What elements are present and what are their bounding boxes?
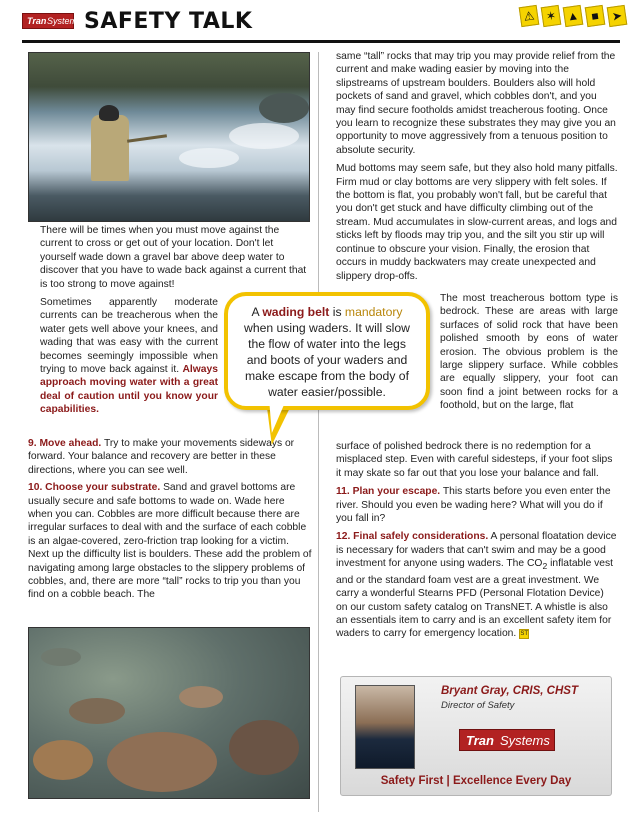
item-12-heading: 12. Final safely considerations. [336,531,489,543]
item-12-text-a: A personal floatation device is necessary for waders that can't swim and may be a good investment for anyone using waders. The CO [336,531,617,570]
item-12-text-b: inflatable vest and or the standard foam vest are a great investment. We carry a wonderful Stearns PFD (Personal Flotation Device) on our custom safety catalog on TransNET. A whistle is also an essentials item to carry and is an excellent safety item for waders to carry for emergency location. [336,558,614,640]
signature-logo-systems: Systems [500,733,550,748]
column-divider [318,52,319,812]
boulder-shape [259,93,309,123]
fall-icon: ▲ [563,5,584,27]
whitewater-shape [179,148,239,168]
item-12 [336,530,618,640]
signature-box [340,676,612,796]
whitewater-shape [229,123,299,149]
callout-rest: when using waders. It will slow the flow of water into the legs and boots of your waders and make escape from the body of water easier/possible. [244,321,410,399]
fisherman-arm [127,134,167,143]
item-9-text: Try to make your movements sideways or forward. Your balance and recovery are better in these directions, where you can see well. [28,438,295,476]
caution-emphasis: Always approach moving water with a great deal of caution until you know your capabilities. [40,364,218,416]
page-title: SAFETY TALK [84,9,253,34]
current-paragraph [40,296,218,417]
logo-text-tran: Tran [27,16,47,26]
right-column-lower [336,440,618,646]
callout-keyword: wading belt [262,305,330,319]
item-11-text: This starts before you even enter the river. Should you even be wading here? What will you do if you fall in? [336,486,611,525]
mud-paragraph: Mud bottoms may seem safe, but they also hold many pitfalls. Firm mud or clay bottoms are very slippery with felt soles. If the bottom is flat, you probably won't fall, but be careful that you don't get stuck and have difficulty climbing out of the stream. Mud accumulates in slow-current areas, and logs and sticks left by floods may trip you, and the silt you stir up will continue to obscure your vision. Finally, the erosion that occurs in muddy backwaters may create unexpected and slippery drop-offs. [336,163,618,282]
bedrock-paragraph-wrapped: The most treacherous bottom type is bedrock. These are areas with large surfaces of solid rock that have been polished smooth by eons of water erosion. The obvious problem is the large slippery surface. While cobbles are equally slippery, your foot can soon find a joint between rocks for a foothold, but on the large, flat [440,293,618,412]
company-slogan: Safety First | Excellence Every Day [380,775,572,787]
fisherman-hat [99,105,119,121]
callout-mandatory: mandatory [344,305,403,319]
item-9-heading: 9. Move ahead. [28,438,102,449]
boulder-shape [33,740,93,780]
right-column [336,50,618,288]
boulder-shape [107,732,217,792]
fisherman-figure [91,115,129,181]
lift-icon: ■ [585,5,606,27]
wading-belt-callout [224,292,430,410]
intro-paragraph: There will be times when you must move against the current to cross or get out of your location. Don't let yourself wade down a gravel bar above deep water to discover that you have to wade back against a current that is too strong to move against! [40,225,307,290]
left-column-items [28,437,312,607]
end-mark-icon: ST [520,630,528,637]
cobble-shape [69,698,125,724]
transystems-logo [22,13,82,29]
author-role: Director of Safety [441,700,515,711]
header [0,0,640,44]
caution-person-icon: ⚠ [519,5,540,27]
cobble-shape [41,648,81,666]
item-10-text: Sand and gravel bottoms are usually secure and safe bottoms to wade on. Wade here when you can. Cobbles are more difficult because there are irregular surfaces to deal with and the surface of each cobble is an algae-covered, zero-friction trap looking for a victim. Next up the difficulty list is boulders. These add the problem of navigating among large obstacles to the slippery problems of cobbles, and, there are more “tall” rocks to trip you than you find on a cobble beach. The [28,482,312,601]
river-rocks-photo [28,627,310,799]
item-10 [28,481,312,602]
item-11-heading: 11. Plan your escape. [336,486,441,498]
signature-logo-tran: Tran [466,733,494,748]
logo-text-systems: Systems [47,16,82,26]
boulders-paragraph: same “tall” rocks that may trip you may provide relief from the current and make wading easier by moving into the slipstreams of upstream boulders. Boulders also will hold pockets of sand and gravel, which cobbles don't, and you may find secure footholds amidst treacherous footing. Once you learn to recognize these substrates they may give you an opportunity to move aggressively from a tenuous position to absolute security. [336,51,616,156]
author-name: Bryant Gray, CRIS, CHST [441,685,578,697]
item-12-subscript: 2 [542,561,548,572]
boulder-shape [229,720,299,775]
run-icon: ➤ [607,5,628,27]
cobble-shape [179,686,223,708]
callout-pre: A [251,305,263,319]
signature-logo [459,729,555,751]
callout-mid: is [329,305,345,319]
author-portrait [355,685,415,769]
item-11 [336,485,618,525]
header-rule [22,40,620,43]
item-10-heading: 10. Choose your substrate. [28,482,161,494]
slip-icon: ✶ [541,5,562,27]
bedrock-paragraph-rest: surface of polished bedrock there is no redemption for a misplaced step. Even with careful sidesteps, if your foot slips it may skate so far out that you lose your balance and fall. [336,441,613,479]
current-paragraph-text: Sometimes apparently moderate currents can be treacherous when the water gets well above your knees, and wading that was easy with the current becomes seemingly impossible when trying to move back against it. [40,297,218,376]
fisherman-rapids-photo [28,52,310,222]
safety-icons [520,6,626,26]
